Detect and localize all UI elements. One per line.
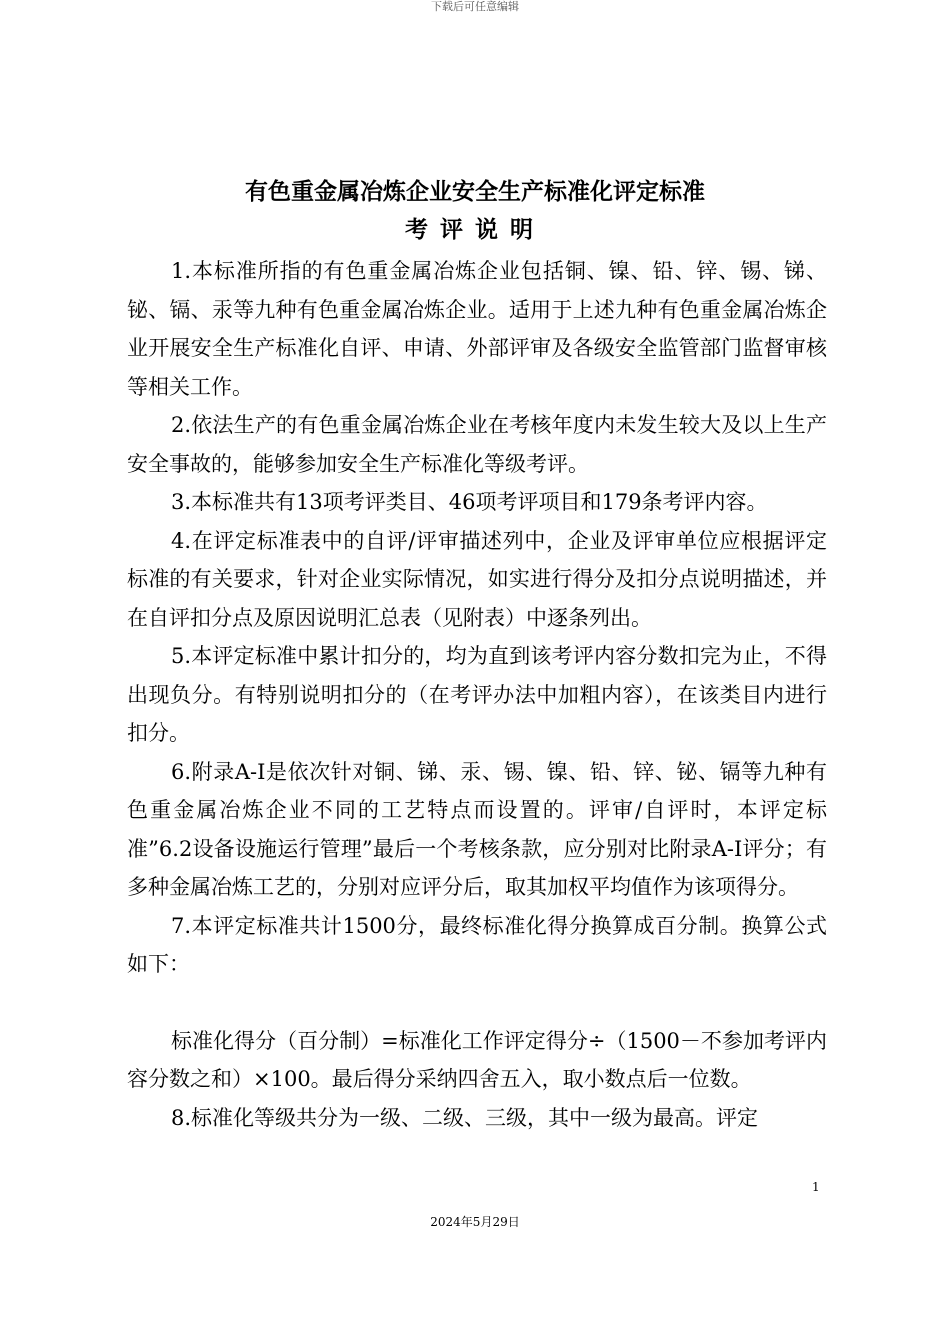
paragraph-7: 7.本评定标准共计1500分，最终标准化得分换算成百分制。换算公式如下： <box>127 913 827 976</box>
paragraph-4: 4.在评定标准表中的自评/评审描述列中，企业及评审单位应根据评定标准的有关要求，针对企业实际情况，如实进行得分及扣分点说明描述，并在自评扣分点及原因说明汇总表（见附表）中逐条列出。 <box>127 528 827 630</box>
document-subtitle: 考评说明 <box>405 217 545 243</box>
document-body <box>127 252 827 1137</box>
paragraph-6: 6.附录A-I是依次针对铜、锑、汞、锡、镍、铅、锌、铋、镉等九种有色重金属冶炼企业不同的工艺特点而设置的。评审/自评时，本评定标准”6.2设备设施运行管理”最后一个考核条款，应分别对比附录A-I评分；有多种金属冶炼工艺的，分别对应评分后，取其加权平均值作为该项得分。 <box>127 759 827 899</box>
header-note: 下载后可任意编辑 <box>431 0 519 13</box>
formula-paragraph: 标准化得分（百分制）=标准化工作评定得分÷（1500－不参加考评内容分数之和）×100。最后得分采纳四舍五入，取小数点后一位数。 <box>127 1028 827 1091</box>
paragraph-2: 2.依法生产的有色重金属冶炼企业在考核年度内未发生较大及以上生产安全事故的，能够参加安全生产标准化等级考评。 <box>127 413 827 476</box>
paragraph-1: 1.本标准所指的有色重金属冶炼企业包括铜、镍、铅、锌、锡、锑、铋、镉、汞等九种有色重金属冶炼企业。适用于上述九种有色重金属冶炼企业开展安全生产标准化自评、申请、外部评审及各级安全监管部门监督审核等相关工作。 <box>127 259 827 399</box>
paragraph-3: 3.本标准共有13项考评类目、46项考评项目和179条考评内容。 <box>171 490 768 514</box>
paragraph-5: 5.本评定标准中累计扣分的，均为直到该考评内容分数扣完为止，不得出现负分。有特别说明扣分的（在考评办法中加粗内容），在该类目内进行扣分。 <box>127 644 827 745</box>
paragraph-8: 8.标准化等级共分为一级、二级、三级，其中一级为最高。评定 <box>171 1105 759 1130</box>
footer-date: 2024年5月29日 <box>430 1215 520 1229</box>
document-title: 有色重金属冶炼企业安全生产标准化评定标准 <box>245 179 705 205</box>
page-number: 1 <box>812 1180 820 1194</box>
